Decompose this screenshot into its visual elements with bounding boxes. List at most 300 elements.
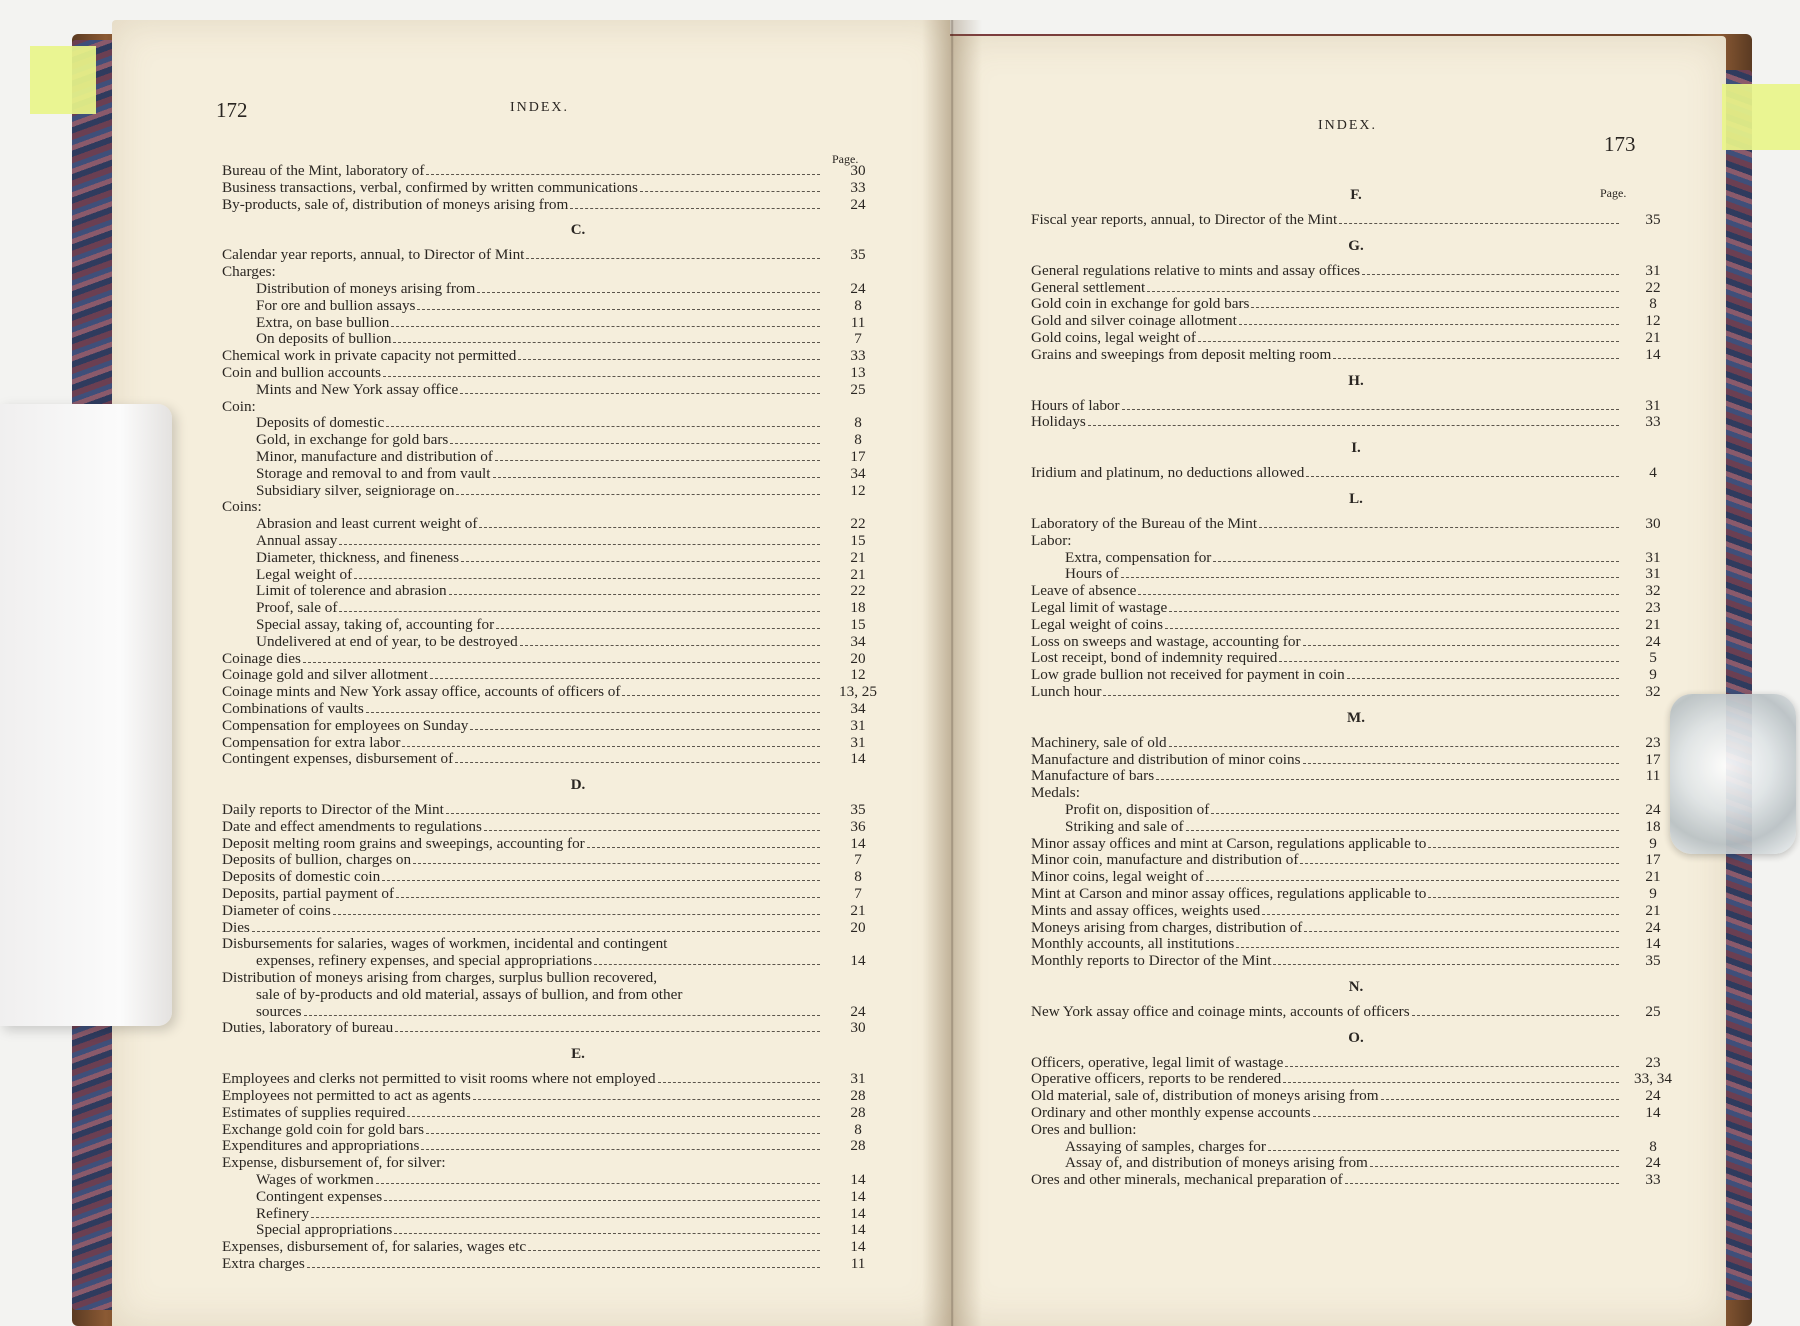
entry-text: Monthly accounts, all institutions [1031,935,1235,953]
index-entry [222,701,934,718]
index-entry [222,1004,934,1021]
leader-dots [333,914,820,915]
entry-text: Machinery, sale of old [1031,733,1167,751]
index-list-left [222,163,934,1273]
entry-text: Deposits of domestic [256,414,385,432]
entry-text: Gold and silver coinage allotment [1031,312,1237,330]
leader-dots [1198,341,1619,342]
leader-dots [1347,678,1619,679]
entry-text: Special appropriations [256,1221,393,1239]
index-entry [1031,886,1681,903]
index-entry [222,936,934,953]
entry-text: Gold, in exchange for gold bars [256,431,449,449]
leader-dots [1239,324,1619,325]
entry-page-number: 14 [1645,345,1661,363]
index-entry [222,751,934,768]
leader-dots [587,847,820,848]
running-head: INDEX. [510,100,570,115]
index-entry [222,684,934,701]
index-entry [1031,1088,1681,1105]
entry-text: Gold coins, legal weight of [1031,328,1196,346]
leader-dots [594,964,820,965]
leader-dots [383,376,820,377]
entry-page-number: 24 [1645,1087,1661,1105]
entry-page-number: 31 [1645,261,1661,279]
entry-text: Diameter of coins [222,901,331,919]
index-entry [1031,398,1681,415]
index-entry [1031,903,1681,920]
index-entry [1031,1071,1681,1088]
leader-dots [1213,561,1619,562]
entry-text: Old material, sale of, distribution of moneys arising from [1031,1087,1379,1105]
index-entry [1031,516,1681,533]
entry-page-number: 24 [1645,918,1661,936]
entry-page-number: 24 [1645,632,1661,650]
entry-text: Operative officers, reports to be rendered [1031,1070,1282,1088]
entry-text: Low grade bullion not received for payment in coin [1031,666,1345,684]
leader-dots [477,292,820,293]
index-list-right [1031,178,1681,1189]
entry-page-number: 28 [850,1137,866,1155]
entry-text: Legal weight of [256,565,353,583]
entry-page-number: 28 [850,1103,866,1121]
entry-text: Employees and clerks not permitted to visit rooms where not employed [222,1070,656,1088]
entry-page-number: 12 [850,666,866,684]
index-entry [222,735,934,752]
entry-text: Extra charges [222,1255,305,1273]
entry-text: Chemical work in private capacity not permitted [222,347,517,365]
entry-page-number: 33 [850,178,866,196]
entry-page-number: 20 [850,649,866,667]
index-entry [1031,735,1681,752]
leader-dots [484,830,820,831]
entry-page-number: 14 [1645,1104,1661,1122]
leader-dots [1236,947,1619,948]
entry-page-number: 14 [850,1187,866,1205]
index-entry [1031,550,1681,567]
index-entry [222,1105,934,1122]
leader-dots [1313,1116,1619,1117]
entry-text: Limit of tolerence and abrasion [256,582,447,600]
index-entry [222,600,934,617]
entry-text: Special assay, taking of, accounting for [256,615,495,633]
index-entry [1031,819,1681,836]
index-entry [222,903,934,920]
leader-dots [1138,594,1619,595]
section-letter: H. [1348,372,1364,389]
entry-page-number: 31 [850,1070,866,1088]
entry-text: Legal limit of wastage [1031,598,1168,616]
index-entry [222,852,934,869]
index-entry [1031,667,1681,684]
index-entry [222,651,934,668]
index-entry [1031,583,1681,600]
index-entry [1031,1105,1681,1122]
index-entry [1031,600,1681,617]
entry-text: Labor: [1031,531,1072,549]
index-entry [222,567,934,584]
entry-text: New York assay office and coinage mints, accounts of officers [1031,1002,1410,1020]
index-entry [222,382,934,399]
entry-text: Date and effect amendments to regulations [222,817,482,835]
entry-page-number: 8 [1649,1137,1657,1155]
leader-dots [528,1250,820,1251]
index-entry [222,365,934,382]
entry-text: Grains and sweepings from deposit melting room [1031,345,1332,363]
section-letter: M. [1347,709,1365,726]
index-entry [222,1088,934,1105]
entry-text: Iridium and platinum, no deductions allowed [1031,464,1305,482]
entry-text: Moneys arising from charges, distribution of [1031,918,1303,936]
entry-text: Lost receipt, bond of indemnity required [1031,649,1278,667]
entry-page-number: 35 [850,801,866,819]
index-entry [222,298,934,315]
entry-page-number: 12 [1645,312,1661,330]
leader-dots [479,527,820,528]
entry-page-number: 31 [1645,396,1661,414]
index-entry [222,886,934,903]
entry-text: Ores and bullion: [1031,1120,1137,1138]
entry-text: Monthly reports to Director of the Mint [1031,952,1272,970]
entry-page-number: 14 [850,1171,866,1189]
leader-dots [495,460,820,461]
entry-page-number: 21 [1645,868,1661,886]
entry-page-number: 17 [850,447,866,465]
entry-text: General regulations relative to mints and assay offices [1031,261,1361,279]
entry-page-number: 20 [850,918,866,936]
index-entry [222,163,934,180]
entry-text: Coins: [222,498,262,516]
leader-dots [460,393,820,394]
section-letter: N. [1348,978,1364,995]
leader-dots [1412,1015,1619,1016]
index-entry [222,1222,934,1239]
leader-dots [376,1183,820,1184]
entry-page-number: 34 [850,632,866,650]
entry-text: Contingent expenses [256,1187,383,1205]
entry-text: Mint at Carson and minor assay offices, regulations applicable to [1031,884,1427,902]
entry-page-number: 23 [1645,733,1661,751]
section-letter: D. [570,777,586,794]
leader-dots [1381,1099,1619,1100]
leader-dots [1285,1066,1619,1067]
entry-text: Duties, laboratory of bureau [222,1019,394,1037]
index-entry [222,1138,934,1155]
leader-dots [1262,914,1619,915]
entry-text: Undelivered at end of year, to be destroyed [256,632,518,650]
entry-text: Laboratory of the Bureau of the Mint [1031,514,1258,532]
entry-page-number: 14 [850,1238,866,1256]
index-entry [1031,330,1681,347]
entry-page-number: 31 [1645,548,1661,566]
index-entry [1031,313,1681,330]
entry-page-number: 35 [850,246,866,264]
section-letter: E. [571,1046,585,1063]
page-column-label: Page. [832,152,859,166]
entry-text: Extra, on base bullion [256,313,390,331]
entry-text: Combinations of vaults [222,699,364,717]
index-entry [1031,1139,1681,1156]
entry-text: Calendar year reports, annual, to Director of Mint [222,246,525,264]
index-entry [222,987,934,1004]
index-entry [222,516,934,533]
entry-text: Refinery [256,1204,310,1222]
entry-page-number: 23 [1645,598,1661,616]
index-entry [1031,617,1681,634]
entry-page-number: 21 [1645,328,1661,346]
entry-text: Business transactions, verbal, confirmed by written communications [222,178,638,196]
entry-page-number: 8 [854,296,862,314]
leader-dots [1122,409,1619,410]
leader-dots [520,645,820,646]
page-number: 173 [1604,132,1636,156]
entry-page-number: 30 [850,162,866,179]
entry-text: Employees not permitted to act as agents [222,1087,471,1105]
leader-dots [493,477,820,478]
entry-page-number: 24 [850,279,866,297]
entry-text: Coinage mints and New York assay office, accounts of officers of [222,683,621,701]
index-entry [222,617,934,634]
section-letter: I. [1351,440,1361,457]
entry-text: Legal weight of coins [1031,615,1164,633]
index-entry [1031,263,1681,280]
entry-text: Assaying of samples, charges for [1065,1137,1266,1155]
entry-page-number: 31 [850,716,866,734]
leader-dots [1362,274,1619,275]
index-entry [222,1256,934,1273]
leader-dots [1169,746,1619,747]
index-entry [222,1206,934,1223]
leader-dots [303,662,820,663]
section-letter: O. [1348,1029,1364,1046]
entry-text: Extra, compensation for [1065,548,1212,566]
leader-dots [473,1099,820,1100]
index-entry [222,1189,934,1206]
leader-dots [622,695,820,696]
leader-dots [456,494,820,495]
index-entry [222,499,934,516]
index-entry [1031,684,1681,701]
index-entry [222,1155,934,1172]
leader-dots [455,762,820,763]
leader-dots [1306,476,1619,477]
leader-dots [1279,661,1619,662]
entry-text: Medals: [1031,784,1080,802]
entry-text: Coinage gold and silver allotment [222,666,428,684]
index-entry [1031,414,1681,431]
leader-dots [1251,307,1619,308]
leader-dots [1273,964,1619,965]
leader-dots [396,897,820,898]
leader-dots [1303,763,1619,764]
entry-text: sale of by-products and old material, assays of bullion, and from other [256,985,683,1003]
entry-text: Mints and New York assay office [256,380,459,398]
index-entry [222,667,934,684]
leader-dots [1103,695,1619,696]
leader-dots [496,628,820,629]
leader-dots [394,1233,820,1234]
page-number: 172 [216,98,248,122]
entry-text: Holidays [1031,413,1086,431]
entry-text: Ores and other minerals, mechanical preparation of [1031,1171,1343,1189]
entry-text: Disbursements for salaries, wages of workmen, incidental and contingent [222,935,668,953]
glass-page-weight [1670,694,1796,854]
leader-dots [339,544,820,545]
entry-page-number: 5 [1649,649,1657,667]
leader-dots [570,208,820,209]
leader-dots [1304,931,1619,932]
entry-page-number: 7 [854,851,862,869]
entry-text: Contingent expenses, disbursement of [222,750,454,768]
index-entry [222,180,934,197]
entry-page-number: 8 [854,414,862,432]
entry-page-number: 11 [850,1255,866,1273]
entry-text: Manufacture of bars [1031,767,1155,785]
leader-dots [252,931,820,932]
leader-dots [307,1267,820,1268]
index-entry [222,836,934,853]
entry-text: Exchange gold coin for gold bars [222,1120,425,1138]
index-entry [222,819,934,836]
entry-page-number: 18 [850,599,866,617]
leader-dots [1156,779,1619,780]
entry-page-number: 21 [850,548,866,566]
index-entry [222,432,934,449]
left-page [112,20,950,1326]
entry-page-number: 15 [850,615,866,633]
entry-page-number: 14 [1645,935,1661,953]
entry-text: Profit on, disposition of [1065,800,1210,818]
entry-text: expenses, refinery expenses, and special appropriations [256,952,593,970]
entry-page-number: 22 [850,582,866,600]
leader-dots [366,712,820,713]
entry-text: For ore and bullion assays [256,296,416,314]
entry-text: Hours of labor [1031,396,1120,414]
section-letter: L. [1349,490,1363,507]
leader-dots [1300,863,1619,864]
page-column-label: Page. [1600,186,1627,200]
entry-page-number: 28 [850,1087,866,1105]
leader-dots [446,813,820,814]
entry-page-number: 24 [1645,1154,1661,1172]
entry-text: Wages of workmen [256,1171,374,1189]
entry-text: Manufacture and distribution of minor coins [1031,750,1301,768]
index-entry [222,264,934,281]
entry-page-number: 30 [1645,514,1661,532]
index-entry [222,550,934,567]
leader-dots [449,594,820,595]
index-entry [1031,920,1681,937]
entry-text: Annual assay [256,531,338,549]
index-entry [222,1071,934,1088]
leader-dots [640,191,820,192]
entry-text: Expenses, disbursement of, for salaries, wages etc [222,1238,527,1256]
entry-page-number: 21 [850,565,866,583]
leader-dots [393,342,820,343]
entry-page-number: 9 [1649,666,1657,684]
leader-dots [1370,1166,1619,1167]
leader-dots [391,326,820,327]
entry-text: Charges: [222,263,276,281]
index-entry [222,869,934,886]
leader-dots [518,359,820,360]
entry-page-number: 9 [1649,884,1657,902]
leader-dots [1088,425,1619,426]
index-entry [222,920,934,937]
entry-page-number: 21 [1645,901,1661,919]
index-entry [222,802,934,819]
entry-page-number: 25 [1645,1002,1661,1020]
index-entry [1031,1155,1681,1172]
index-entry [222,281,934,298]
entry-page-number: 22 [1645,278,1661,296]
index-entry [222,583,934,600]
entry-text: sources [256,1002,302,1020]
index-entry [222,247,934,264]
index-entry [1031,802,1681,819]
entry-text: Minor coins, legal weight of [1031,868,1204,886]
leader-dots [426,1133,820,1134]
entry-text: General settlement [1031,278,1146,296]
index-entry [222,348,934,365]
leader-dots [1268,1150,1619,1151]
entry-page-number: 33, 34 [1634,1070,1672,1088]
index-entry [1031,212,1681,229]
index-entry [1031,296,1681,313]
entry-text: Assay of, and distribution of moneys arising from [1065,1154,1368,1172]
entry-text: Distribution of moneys arising from [256,279,476,297]
entry-page-number: 17 [1645,851,1661,869]
index-entry [1031,533,1681,550]
entry-page-number: 21 [850,901,866,919]
running-head: INDEX. [1318,118,1378,133]
entry-page-number: 30 [850,1019,866,1037]
entry-text: Minor, manufacture and distribution of [256,447,493,465]
index-entry [222,1172,934,1189]
leader-dots [1428,897,1619,898]
entry-text: Fiscal year reports, annual, to Director of the Mint [1031,211,1338,228]
entry-page-number: 35 [1645,211,1661,228]
index-entry [222,718,934,735]
leader-dots [450,443,820,444]
entry-page-number: 7 [854,885,862,903]
entry-page-number: 31 [850,733,866,751]
leader-dots [430,678,820,679]
entry-page-number: 15 [850,531,866,549]
entry-page-number: 11 [1645,767,1661,785]
entry-page-number: 14 [850,750,866,768]
entry-page-number: 17 [1645,750,1661,768]
sticky-flag-left [30,46,96,114]
entry-text: Compensation for extra labor [222,733,401,751]
entry-page-number: 9 [1649,834,1657,852]
index-entry [1031,465,1681,482]
sticky-flag-right [1722,84,1800,150]
entry-page-number: 7 [854,330,862,348]
entry-text: Deposit melting room grains and sweepings, accounting for [222,834,585,852]
entry-page-number: 36 [850,817,866,835]
leader-dots [311,1217,820,1218]
entry-page-number: 12 [850,481,866,499]
entry-page-number: 13 [850,363,866,381]
entry-page-number: 14 [850,1221,866,1239]
index-entry [1031,347,1681,364]
entry-text: Subsidiary silver, seigniorage on [256,481,455,499]
entry-page-number: 8 [854,431,862,449]
entry-page-number: 24 [850,1002,866,1020]
entry-text: Deposits of domestic coin [222,868,381,886]
entry-page-number: 13, 25 [839,683,877,701]
